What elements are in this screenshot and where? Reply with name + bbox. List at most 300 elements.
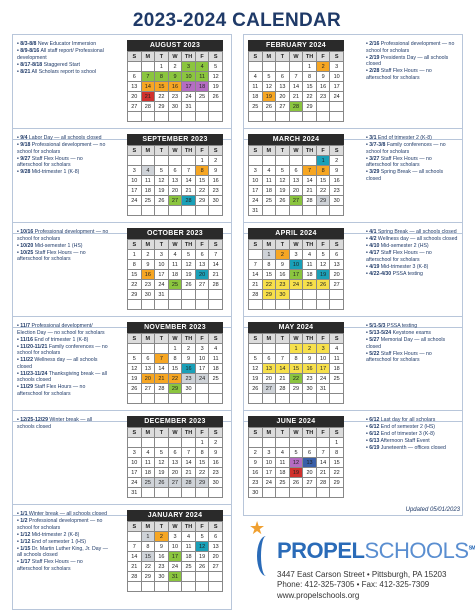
weekday-header: T [155,52,169,62]
day-cell: 30 [141,290,155,300]
day-cell: 29 [262,290,276,300]
day-cell: 9 [249,458,263,468]
day-cell: 20 [141,374,155,384]
day-cell: 10 [316,354,330,364]
weekday-header: F [195,334,209,344]
day-cell [330,300,344,310]
day-cell: 21 [289,92,303,102]
day-cell: 5 [316,250,330,260]
day-cell: 26 [195,562,209,572]
day-cell: 25 [249,102,263,112]
weekday-header: W [168,240,182,250]
month-block [12,316,232,422]
day-cell: 3 [128,166,142,176]
day-cell [128,532,142,542]
day-cell: 11 [141,458,155,468]
weekday-header: T [155,240,169,250]
note-text: Staff Flex Hours — no afterschool for scholars [17,155,83,168]
day-cell [182,572,196,582]
weekday-header: T [276,240,290,250]
note-date: • 4/19 [366,263,380,270]
day-cell: 17 [128,186,142,196]
month-block [243,34,463,140]
day-cell: 20 [303,468,317,478]
day-cell: 24 [195,374,209,384]
day-cell [128,438,142,448]
day-cell [276,344,290,354]
day-cell: 16 [168,82,182,92]
day-cell: 22 [262,280,276,290]
weekday-header: S [209,334,223,344]
day-cell: 6 [276,72,290,82]
day-cell: 21 [276,374,290,384]
day-cell [168,206,182,216]
month-notes [366,229,458,278]
day-cell: 22 [195,468,209,478]
day-cell: 18 [209,364,223,374]
note-item [17,243,109,250]
note-date: • 2/28 [366,68,380,74]
day-cell: 23 [276,280,290,290]
weekday-header: TH [303,334,317,344]
day-cell: 25 [262,196,276,206]
note-date: • 10/25 [17,249,34,256]
day-cell: 29 [316,196,330,206]
day-cell [195,112,209,122]
note-item [366,55,458,68]
day-cell [289,300,303,310]
day-cell: 24 [262,478,276,488]
day-cell [316,394,330,404]
day-cell: 10 [330,72,344,82]
day-cell: 28 [303,196,317,206]
day-cell [249,250,263,260]
day-cell [303,290,317,300]
day-cell [168,112,182,122]
day-cell [182,290,196,300]
day-cell: 28 [141,102,155,112]
month-block [243,222,463,328]
day-cell: 10 [289,260,303,270]
day-grid [248,239,344,310]
weekday-header: F [316,146,330,156]
note-date: • 10/16 [17,229,34,235]
day-cell [182,112,196,122]
note-text: All Scholars report to school [30,68,97,75]
day-cell: 15 [303,82,317,92]
weekday-header: S [330,240,344,250]
note-item [17,371,109,384]
day-grid [127,521,223,592]
day-cell: 19 [249,374,263,384]
day-cell: 27 [276,102,290,112]
day-cell [330,102,344,112]
day-cell: 21 [303,186,317,196]
day-cell [141,394,155,404]
note-date: • 5/22 [366,350,380,357]
day-cell: 14 [141,82,155,92]
weekday-header: TH [182,240,196,250]
day-cell: 16 [276,270,290,280]
day-cell [168,300,182,310]
day-cell: 4 [330,344,344,354]
day-cell [141,344,155,354]
weekday-header: M [141,240,155,250]
month-name: APRIL 2024 [248,228,344,239]
note-date: • 9/4 [17,135,28,141]
day-cell: 16 [316,82,330,92]
day-cell: 29 [168,384,182,394]
logo-name-light: SCHOOLS [364,538,469,563]
day-cell: 12 [155,458,169,468]
day-cell [209,300,223,310]
day-cell [128,582,142,592]
day-cell: 5 [182,250,196,260]
logo-phone: Phone: 412-325-7305 • Fax: 412-325-7309 [277,580,430,589]
day-cell: 20 [209,552,223,562]
day-cell: 10 [182,72,196,82]
weekday-header: W [168,146,182,156]
day-cell [303,300,317,310]
day-cell: 4 [303,250,317,260]
note-date: • 8/3-8/8 [17,41,37,47]
day-cell: 20 [168,186,182,196]
day-cell [168,488,182,498]
month-notes [17,511,109,573]
day-cell: 2 [330,156,344,166]
day-cell: 7 [276,354,290,364]
note-date: • 12/25-12/29 [17,417,48,423]
weekday-header: S [128,52,142,62]
day-cell [262,394,276,404]
note-text: End of trimester 1 (K-8) [32,336,89,343]
day-cell [182,300,196,310]
day-cell: 14 [182,176,196,186]
day-cell [141,62,155,72]
note-item [366,243,458,250]
day-cell: 11 [209,354,223,364]
propel-logo [243,518,475,608]
day-cell [330,488,344,498]
day-cell [316,300,330,310]
day-cell: 14 [182,458,196,468]
note-item [17,142,109,155]
day-cell: 2 [276,250,290,260]
note-date: • 1/1 [17,511,28,517]
day-cell [155,582,169,592]
day-cell [262,62,276,72]
day-cell [303,488,317,498]
note-item [17,62,109,69]
day-cell: 28 [276,384,290,394]
weekday-header: W [289,146,303,156]
day-cell [276,394,290,404]
day-cell: 16 [141,270,155,280]
day-cell: 13 [195,260,209,270]
note-date: • 6/12 [366,424,380,430]
day-cell: 4 [262,166,276,176]
weekday-header: F [195,522,209,532]
note-date: • 8/9-8/16 [17,48,40,54]
day-grid [248,51,344,122]
day-cell: 31 [168,572,182,582]
day-cell: 5 [276,166,290,176]
day-cell: 19 [316,270,330,280]
note-item [17,250,109,263]
weekday-header: M [262,146,276,156]
day-cell [155,488,169,498]
weekday-header: S [128,240,142,250]
day-cell: 8 [195,448,209,458]
note-text: Staff Flex Hours — no afterschool for scholars [17,559,83,572]
note-item [17,559,109,572]
note-date: • 10/20 [17,242,34,249]
day-cell: 11 [249,82,263,92]
day-cell: 3 [289,250,303,260]
day-cell: 6 [168,166,182,176]
day-cell: 24 [182,92,196,102]
note-text: Mid-trimester 1 (K-8) [30,169,80,175]
note-item [17,384,109,397]
note-item [366,417,458,424]
day-cell: 17 [195,364,209,374]
day-cell: 3 [168,532,182,542]
day-cell: 6 [262,354,276,364]
day-cell: 10 [128,176,142,186]
day-cell: 20 [262,374,276,384]
day-cell: 25 [276,478,290,488]
day-cell: 22 [303,92,317,102]
day-cell [289,488,303,498]
day-cell: 17 [168,552,182,562]
weekday-header: T [276,146,290,156]
note-item [366,135,458,142]
day-grid [248,333,344,404]
day-cell: 13 [276,82,290,92]
weekday-header: F [195,52,209,62]
day-cell: 12 [182,260,196,270]
day-cell: 30 [303,384,317,394]
day-cell: 21 [316,468,330,478]
day-cell: 8 [141,542,155,552]
weekday-header: T [276,428,290,438]
day-cell: 9 [303,354,317,364]
day-cell: 20 [330,270,344,280]
day-cell: 12 [262,82,276,92]
day-cell: 28 [289,102,303,112]
day-cell [276,62,290,72]
month-name: JUNE 2024 [248,416,344,427]
day-cell: 24 [316,374,330,384]
day-cell: 25 [141,478,155,488]
day-cell: 14 [316,458,330,468]
day-cell: 22 [289,374,303,384]
day-cell: 25 [303,280,317,290]
day-cell [289,206,303,216]
month-notes [17,229,109,263]
day-cell: 31 [249,206,263,216]
day-cell: 8 [128,260,142,270]
weekday-header: TH [303,240,317,250]
day-cell [195,300,209,310]
note-date: • 5/1-5/3 [366,323,386,329]
day-cell: 3 [330,62,344,72]
month-calendar [127,228,223,310]
note-item [17,48,109,61]
day-cell: 7 [182,166,196,176]
weekday-header: M [141,146,155,156]
day-cell: 4 [276,448,290,458]
weekday-header: F [195,146,209,156]
note-date: • 6/12 [366,417,380,423]
day-cell: 12 [195,542,209,552]
note-date: • 8/17-8/18 [17,61,43,68]
day-cell [141,438,155,448]
day-cell [330,206,344,216]
day-cell [128,206,142,216]
day-cell: 3 [182,62,196,72]
note-text: End of semester 2 (HS) [379,424,436,430]
weekday-header: S [128,428,142,438]
note-item [17,357,109,370]
month-notes [17,41,109,76]
day-cell: 30 [209,478,223,488]
weekday-header: S [330,428,344,438]
month-name: NOVEMBER 2023 [127,322,223,333]
day-cell [209,384,223,394]
day-cell [249,156,263,166]
note-date: • 4/22-4/30 [366,270,392,277]
note-text: Juneteenth — offices closed [379,445,446,451]
day-cell: 17 [128,468,142,478]
day-cell: 13 [128,82,142,92]
logo-website[interactable]: www.propelschools.org [277,591,360,600]
note-date: • 1/15 [17,545,31,552]
note-date: • 6/13 [366,438,380,444]
day-cell: 19 [262,92,276,102]
day-cell: 24 [289,280,303,290]
day-cell: 15 [316,176,330,186]
day-cell: 16 [330,176,344,186]
day-cell: 8 [303,72,317,82]
day-cell: 23 [303,374,317,384]
day-cell: 1 [330,438,344,448]
day-cell: 11 [182,542,196,552]
day-cell: 7 [155,354,169,364]
day-cell: 7 [141,72,155,82]
day-grid [127,239,223,310]
weekday-header: S [209,428,223,438]
day-cell: 12 [209,72,223,82]
day-cell: 29 [303,102,317,112]
note-date: • 9/28 [17,169,31,175]
note-item [17,337,109,344]
day-cell [128,300,142,310]
note-date: • 5/27 [366,337,380,343]
day-cell [276,112,290,122]
weekday-header: S [128,146,142,156]
day-cell [168,156,182,166]
day-cell [262,206,276,216]
weekday-header: T [155,522,169,532]
day-cell [195,394,209,404]
note-item [17,511,109,518]
day-cell: 16 [182,364,196,374]
day-cell: 11 [168,260,182,270]
note-item [17,417,109,430]
day-cell: 1 [168,344,182,354]
weekday-header: S [209,240,223,250]
day-grid [127,333,223,404]
day-cell [182,156,196,166]
day-cell [316,438,330,448]
note-date: • 4/2 [366,236,377,242]
day-cell [155,112,169,122]
day-cell: 30 [249,488,263,498]
day-cell: 22 [316,186,330,196]
weekday-header: M [141,428,155,438]
note-text: Winter break — all schools closed [27,511,108,517]
note-text: Staggered Start [42,61,80,68]
month-notes [17,417,109,431]
weekday-header: T [155,334,169,344]
note-item [366,271,458,278]
note-text: Professional development — no school for scholars [17,229,109,242]
day-cell: 9 [155,542,169,552]
day-cell: 5 [262,72,276,82]
weekday-header: S [209,522,223,532]
day-cell: 28 [249,290,263,300]
day-cell: 31 [155,290,169,300]
month-name: FEBRUARY 2024 [248,40,344,51]
month-name: MAY 2024 [248,322,344,333]
month-block [12,128,232,234]
day-cell: 26 [182,280,196,290]
day-cell [195,572,209,582]
note-item [366,424,458,431]
day-cell [141,488,155,498]
day-grid [248,145,344,216]
day-cell: 10 [262,458,276,468]
day-cell [289,112,303,122]
note-text: Mid-trimester 2 (K-8) [30,531,80,538]
month-notes [366,41,458,82]
day-cell [289,394,303,404]
note-date: • 1/17 [17,559,31,565]
day-cell [303,112,317,122]
day-cell [316,488,330,498]
day-cell: 25 [195,92,209,102]
day-cell: 28 [182,196,196,206]
note-date: • 6/19 [366,445,380,451]
day-cell: 13 [303,458,317,468]
day-cell: 20 [195,270,209,280]
note-date: • 4/10 [366,243,380,249]
day-cell: 3 [249,166,263,176]
day-cell: 10 [128,458,142,468]
day-cell: 15 [195,458,209,468]
note-item [17,323,109,336]
note-date: • 1/2 [17,518,28,524]
day-cell: 27 [128,102,142,112]
note-text: Professional development/ Election Day — no school for scholars [17,323,105,336]
day-cell: 22 [195,186,209,196]
day-cell: 31 [316,384,330,394]
day-cell: 2 [155,532,169,542]
day-cell: 7 [316,448,330,458]
day-cell: 1 [128,250,142,260]
day-cell: 12 [155,176,169,186]
